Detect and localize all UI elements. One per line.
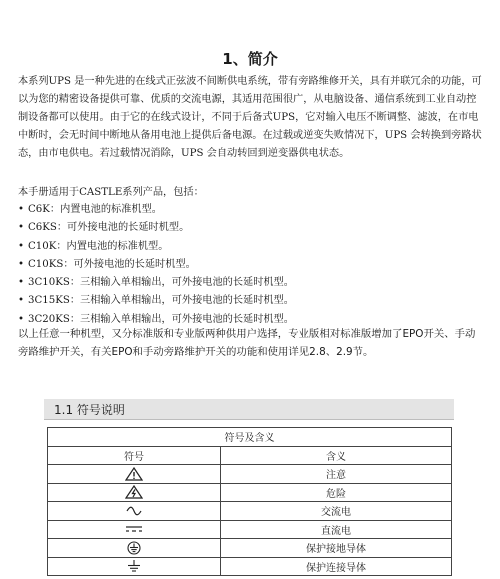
applicable-models-intro: 本手册适用于CASTLE系列产品，包括： [18, 187, 204, 198]
list-item: • 3C10KS：三相输入单相输出，可外接电池的长延时机型。 [18, 274, 294, 292]
list-item: • C10KS：可外接电池的长延时机型。 [18, 256, 294, 274]
section-title: 1.1 符号说明 [54, 403, 125, 417]
symbol-meaning: 危险 [221, 483, 452, 502]
list-item: • C6K：内置电池的标准机型。 [18, 201, 294, 219]
table-caption: 符号及含义 [48, 428, 452, 447]
table-row [48, 502, 452, 521]
list-item: • 3C20KS：三相输入单相输出，可外接电池的长延时机型。 [18, 311, 294, 329]
page-title: 1、简介 [222, 50, 278, 68]
list-item: • 3C15KS：三相输入单相输出，可外接电池的长延时机型。 [18, 292, 294, 310]
model-list [18, 201, 294, 329]
symbol-meaning: 交流电 [221, 502, 452, 521]
list-item: • C6KS：可外接电池的长延时机型。 [18, 219, 294, 237]
list-item: • C10K：内置电池的标准机型。 [18, 238, 294, 256]
table-caption-row [48, 428, 452, 447]
column-header-meaning: 含义 [221, 446, 452, 465]
column-header-symbol: 符号 [48, 446, 221, 465]
direct-current-icon [125, 522, 143, 536]
earth-connection-icon [125, 559, 143, 573]
symbol-table [47, 427, 452, 576]
intro-paragraph: 本系列UPS 是一种先进的在线式正弦波不间断供电系统，带有旁路维修开关，具有并联冗余的功能，可以为您的精密设备提供可靠、优质的交流电源，其适用范围很广，从电脑设备、通信系统到工业自动控制设备都可以使用。由于它的在线式设计，不同于后备式UPS，它对输入电压不断调整、滤波，在市电中断时，会无时间中断地从备用电池上提供后备电源。在过载或逆变失败情况下，UPS 会转换到旁路状态，由市电供电。若过载情况消除，UPS 会自动转回到逆变器供电状态。 [18, 76, 482, 159]
protective-earth-icon [125, 541, 143, 555]
danger-lightning-icon [125, 485, 143, 499]
section-header [44, 399, 454, 420]
version-paragraph: 以上任意一种机型，又分标准版和专业版两种供用户选择，专业版相对标准版增加了EPO开关、手动旁路维护开关，有关EPO和手动旁路维护开关的功能和使用详见2.8、2.9节。 [18, 328, 476, 358]
table-row [48, 483, 452, 502]
symbol-meaning: 直流电 [221, 520, 452, 539]
symbol-meaning: 保护接地导体 [221, 539, 452, 558]
table-row [48, 520, 452, 539]
alternating-current-icon [125, 504, 143, 518]
table-row [48, 539, 452, 558]
table-row [48, 557, 452, 576]
table-row [48, 465, 452, 484]
table-header-row [48, 446, 452, 465]
caution-triangle-icon [125, 467, 143, 481]
symbol-meaning: 注意 [221, 465, 452, 484]
symbol-meaning: 保护连接导体 [221, 557, 452, 576]
